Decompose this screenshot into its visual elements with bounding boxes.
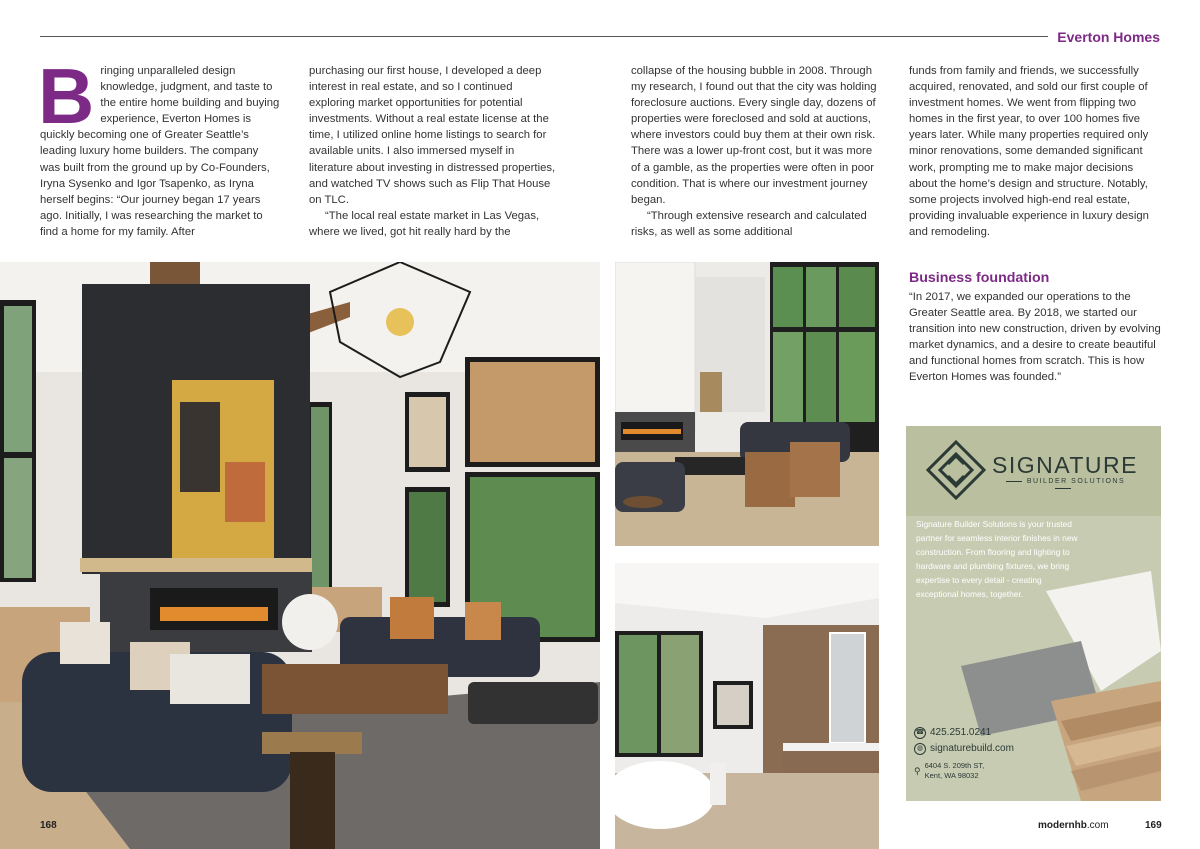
ad-website-row[interactable] [914,741,1014,757]
article-paragraph: collapse of the housing bubble in 2008. Through my research, I found out that the city was holding foreclosure auctions. Every single day, dozens of properties were foreclosed and sold at auctions, where investors could buy them at their own risk. There was a lower up-front cost, but it was more of a gamble, as the properties were often in poor condition. That is where our investment journey began. [631,65,877,206]
article-paragraph: “In 2017, we expanded our operations to the Greater Seattle area. By 2018, we started our transition into new construction, driven by evolving market dynamics, and a desire to create beautiful and functional homes from scratch. This is how Everton Homes was founded.” [909,291,1161,384]
signature-builder-ad[interactable] [906,426,1161,801]
ad-address-line2: Kent, WA 98032 [924,771,979,780]
ad-contact [914,725,1014,781]
ad-logo-text: SIGNATURE [992,452,1138,478]
living-room-photo [0,262,600,849]
article-column-3 [631,63,883,240]
ad-description: Signature Builder Solutions is your trusted partner for seamless interior finishes in new construction. From flooring and lighting to hardware and plumbing fixtures, we bring expertise to every detail - creating exceptional homes, together. [916,519,1078,599]
bathroom-photo [615,563,879,849]
subhead-business-foundation: Business foundation [909,270,1050,286]
ad-phone: 425.251.0241 [930,727,992,738]
signature-logo-icon [926,440,986,500]
ad-address-line1: 6404 S. 209th ST, [924,761,985,770]
article-column-1 [38,52,280,240]
page-number-right: 169 [1145,820,1162,831]
article-paragraph: ringing unparalleled design knowledge, judgment, and taste to the entire home building and buying experience, Everton Homes is quickly becoming one of Greater Seattle’s leading luxury home builders. The company was built from the ground up by Co-Founders, Iryna Sysenko and Igor Tsapenko, as Iryna herself begins: “Our journey began 17 years ago. Initially, I was researching the market to find a home for my family. After [40,65,280,238]
ad-tagline: BUILDER SOLUTIONS [992,478,1134,492]
ad-website: signaturebuild.com [930,743,1014,754]
ad-phone-row[interactable] [914,725,1014,741]
page-number-left: 168 [40,820,57,831]
globe-icon: ◍ [914,743,926,755]
site-name-bold: modernhb [1038,820,1087,831]
article-paragraph: “The local real estate market in Las Vegas, where we lived, got hit really hard by the [309,209,540,238]
ad-address-row [914,761,1014,781]
article-paragraph: purchasing our first house, I developed a deep interest in real estate, and so I continued exploring market opportunities for potential investments. Without a real estate license at the time, I utilized online home listings to search for available units. I also immersed myself in literature about investing in distressed properties, and watched TV shows such as Flip That House on TLC. [309,65,556,206]
article-column-2 [309,63,561,240]
header-rule [40,36,1048,37]
article-paragraph: funds from family and friends, we successfully acquired, renovated, and sold our first couple of investment homes. We went from flipping two homes in the first year, to over 100 homes five years later. While many properties required only minor renovations, some demanded significant work, prompting me to make major decisions about the home’s design and structure. Notably, some projects involved high-end real estate, providing invaluable experience in luxury design and remodeling. [909,65,1149,238]
footer-site[interactable] [1038,820,1109,831]
great-room-photo [615,262,879,546]
phone-icon: ☎ [914,727,926,739]
section-brand: Everton Homes [1057,29,1160,45]
location-pin-icon: ⚲ [914,766,921,776]
drop-cap: B [38,52,95,140]
article-column-4b [909,289,1161,386]
article-column-4 [909,63,1161,240]
article-paragraph: “Through extensive research and calculated risks, as well as some additional [631,209,867,238]
site-name-rest: .com [1086,820,1109,831]
